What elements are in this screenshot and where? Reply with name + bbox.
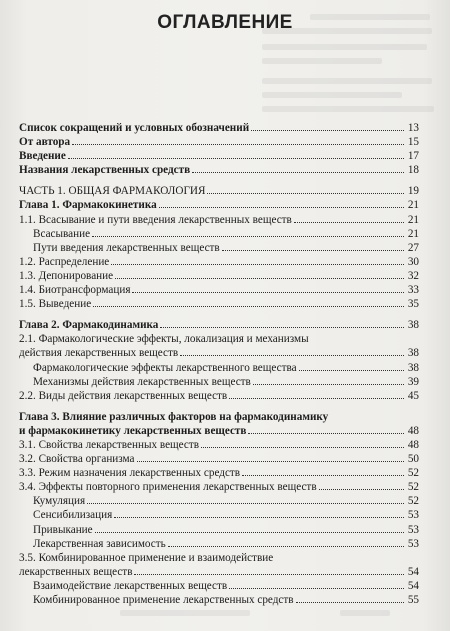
toc-entry-page: 54: [407, 579, 419, 592]
toc-entry: [19, 523, 419, 537]
dot-leader: [137, 461, 404, 462]
toc-entry-page: 52: [407, 495, 419, 508]
dot-leader: [207, 193, 404, 194]
toc-entry-title: ЧАСТЬ 1. ОБЩАЯ ФАРМАКОЛОГИЯ: [19, 185, 206, 198]
page-title: ОГЛАВЛЕНИЕ: [157, 12, 293, 33]
dot-leader: [87, 503, 404, 504]
toc-entry-page: 13: [407, 122, 419, 134]
toc-entry-title: Глава 3. Влияние различных факторов на фармакодинамику: [19, 410, 329, 423]
toc-entry-page: 52: [407, 467, 419, 480]
toc-entry-page: 30: [407, 255, 419, 268]
dot-leader: [95, 532, 404, 533]
table-of-contents: [19, 121, 419, 607]
toc-entry-page: 48: [407, 424, 419, 437]
toc-entry-page: 27: [407, 241, 419, 254]
show-through: [262, 58, 382, 64]
toc-entry: [19, 438, 419, 452]
toc-entry-title: Названия лекарственных средств: [19, 164, 191, 177]
toc-entry-page: 21: [407, 213, 419, 226]
toc-entry-title: 3.5. Комбинированное применение и взаимодействие: [19, 551, 274, 564]
dot-leader: [192, 172, 404, 173]
toc-entry-title: Глава 1. Фармакокинетика: [19, 199, 157, 212]
toc-entry-page: 21: [407, 199, 419, 212]
toc-entry-page: 38: [407, 347, 419, 360]
toc-entry-title: Лекарственная зависимость: [33, 537, 166, 550]
dot-leader: [242, 475, 404, 476]
toc-entry-title: 1.1. Всасывание и пути введения лекарственных веществ: [19, 213, 292, 226]
toc-entry: [19, 135, 419, 149]
toc-entry-title: От автора: [19, 136, 71, 149]
dot-leader: [115, 278, 404, 279]
toc-entry-title: Всасывание: [33, 227, 91, 240]
toc-entry: [19, 255, 419, 269]
toc-entry: [19, 318, 419, 332]
toc-entry-title: 2.1. Фармакологические эффекты, локализация и механизмы: [19, 333, 309, 346]
toc-entry-title: 2.2. Виды действия лекарственных веществ: [19, 389, 228, 402]
dot-leader: [168, 546, 404, 547]
toc-entry-page: 21: [407, 227, 419, 240]
toc-entry-page: 53: [407, 509, 419, 522]
toc-entry: [19, 297, 419, 311]
toc-entry: [19, 361, 419, 375]
show-through: [340, 610, 390, 616]
toc-entry-title: Привыкание: [33, 523, 93, 536]
dot-leader: [134, 574, 404, 575]
toc-entry-page: 54: [407, 565, 419, 578]
dot-leader: [114, 517, 404, 518]
toc-entry: [19, 466, 419, 480]
toc-entry-page: 55: [407, 594, 419, 606]
toc-entry-page: 35: [407, 298, 419, 311]
toc-entry-page: 18: [407, 164, 419, 177]
toc-entry-page: 48: [407, 438, 419, 451]
toc-entry-title: 1.2. Распределение: [19, 255, 110, 268]
dot-leader: [93, 306, 404, 307]
toc-entry: [19, 452, 419, 466]
toc-entry-page: 38: [407, 361, 419, 374]
toc-entry-title: 3.4. Эффекты повторного применения лекарственных веществ: [19, 481, 317, 494]
dot-leader: [160, 327, 404, 328]
dot-leader: [296, 602, 404, 603]
toc-entry-title: 3.3. Режим назначения лекарственных средств: [19, 467, 241, 480]
toc-entry: [19, 184, 419, 198]
toc-entry-title: действия лекарственных веществ: [19, 347, 179, 360]
toc-entry-title: Сенсибилизация: [33, 509, 113, 522]
toc-entry-page: 50: [407, 453, 419, 466]
show-through: [262, 44, 427, 50]
toc-entry-page: 17: [407, 150, 419, 163]
toc-entry: [19, 227, 419, 241]
show-through: [262, 106, 434, 112]
toc-entry-title: Пути введения лекарственных веществ: [33, 241, 220, 254]
dot-leader: [159, 207, 404, 208]
toc-entry-title: Глава 2. Фармакодинамика: [19, 319, 159, 332]
dot-leader: [68, 158, 404, 159]
toc-entry-page: 53: [407, 537, 419, 550]
toc-entry-title: Кумуляция: [33, 495, 86, 508]
toc-entry: [19, 480, 419, 494]
toc-entry: [19, 149, 419, 163]
dot-leader: [319, 489, 404, 490]
toc-entry-title: Взаимодействие лекарственных веществ: [33, 579, 228, 592]
dot-leader: [229, 398, 404, 399]
toc-entry-page: 53: [407, 523, 419, 536]
dot-leader: [253, 384, 404, 385]
toc-entry-page: 32: [407, 269, 419, 282]
toc-entry-title: и фармакокинетику лекарственных веществ: [19, 424, 247, 437]
dot-leader: [111, 264, 404, 265]
toc-entry: [19, 494, 419, 508]
toc-entry: [19, 537, 419, 551]
toc-entry-title: лекарственных веществ: [19, 565, 133, 578]
show-through: [262, 92, 402, 98]
toc-entry-page: 38: [407, 319, 419, 332]
toc-entry: [19, 213, 419, 227]
toc-entry-title: Введение: [19, 150, 66, 163]
toc-entry: [19, 508, 419, 522]
toc-entry-title: Механизмы действия лекарственных веществ: [33, 375, 251, 388]
dot-leader: [92, 236, 404, 237]
toc-entry-page: 45: [407, 389, 419, 402]
toc-entry-page: 39: [407, 375, 419, 388]
toc-entry: [19, 389, 419, 403]
toc-entry-page: 52: [407, 481, 419, 494]
toc-entry-title: 1.3. Депонирование: [19, 269, 114, 282]
toc-entry-title: 1.5. Выведение: [19, 298, 92, 311]
dot-leader: [299, 370, 404, 371]
toc-entry-title: 3.1. Свойства лекарственных веществ: [19, 438, 200, 451]
dot-leader: [229, 588, 404, 589]
dot-leader: [248, 433, 404, 434]
dot-leader: [222, 250, 404, 251]
toc-entry-page: 19: [407, 185, 419, 198]
show-through: [120, 610, 250, 616]
show-through: [262, 78, 432, 84]
toc-entry: [19, 565, 419, 579]
toc-entry-title: Комбинированное применение лекарственных средств: [33, 594, 294, 606]
toc-entry: [19, 424, 419, 438]
toc-entry: [19, 163, 419, 177]
dot-leader: [201, 447, 404, 448]
toc-entry-title: 1.4. Биотрансформация: [19, 284, 131, 297]
dot-leader: [180, 355, 404, 356]
toc-entry: [19, 346, 419, 360]
dot-leader: [294, 222, 404, 223]
toc-entry: [19, 410, 419, 424]
toc-entry: [19, 269, 419, 283]
toc-entry: [19, 375, 419, 389]
dot-leader: [251, 130, 404, 131]
toc-entry-title: Список сокращений и условных обозначений: [19, 122, 250, 134]
toc-entry: [19, 332, 419, 346]
toc-entry-title: Фармакологические эффекты лекарственного вещества: [33, 361, 297, 374]
toc-entry: [19, 121, 419, 135]
dot-leader: [72, 144, 404, 145]
toc-entry: [19, 593, 419, 607]
toc-entry-title: 3.2. Свойства организма: [19, 453, 135, 466]
toc-entry: [19, 283, 419, 297]
toc-entry: [19, 579, 419, 593]
toc-entry-page: 15: [407, 136, 419, 149]
dot-leader: [132, 292, 404, 293]
toc-entry-page: 33: [407, 284, 419, 297]
toc-entry: [19, 241, 419, 255]
toc-entry: [19, 551, 419, 565]
toc-entry: [19, 198, 419, 212]
